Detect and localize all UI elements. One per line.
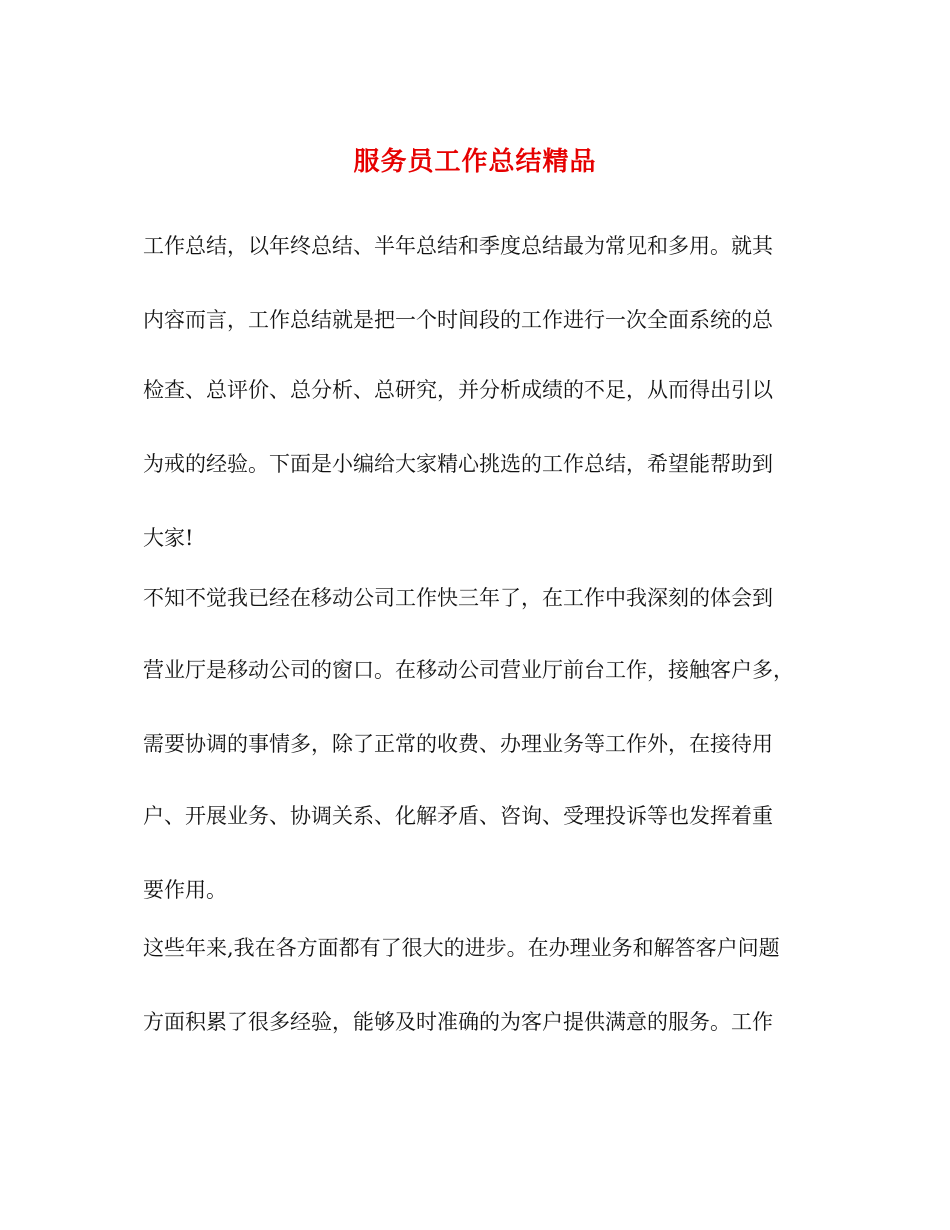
paragraph-line: 不知不觉我已经在移动公司工作快三年了，在工作中我深刻的体会到 — [143, 586, 773, 610]
paragraph-line: 营业厅是移动公司的窗口。在移动公司营业厅前台工作，接触客户多， — [143, 658, 794, 682]
paragraph-line: 检查、总评价、总分析、总研究，并分析成绩的不足，从而得出引以 — [143, 378, 773, 402]
paragraph-line: 这些年来,我在各方面都有了很大的进步。在办理业务和解答客户问题 — [143, 936, 780, 960]
paragraph-line: 工作总结，以年终总结、半年总结和季度总结最为常见和多用。就其 — [143, 234, 773, 258]
document-title: 服务员工作总结精品 — [353, 147, 597, 177]
paragraph-line: 内容而言，工作总结就是把一个时间段的工作进行一次全面系统的总 — [143, 308, 773, 332]
paragraph-line: 大家! — [143, 526, 194, 550]
paragraph-line: 方面积累了很多经验，能够及时准确的为客户提供满意的服务。工作 — [143, 1010, 773, 1034]
paragraph-line: 为戒的经验。下面是小编给大家精心挑选的工作总结，希望能帮助到 — [143, 452, 773, 476]
paragraph-line: 要作用。 — [143, 878, 227, 902]
paragraph-line: 需要协调的事情多，除了正常的收费、办理业务等工作外，在接待用 — [143, 732, 773, 756]
paragraph-line: 户、开展业务、协调关系、化解矛盾、咨询、受理投诉等也发挥着重 — [143, 804, 773, 828]
